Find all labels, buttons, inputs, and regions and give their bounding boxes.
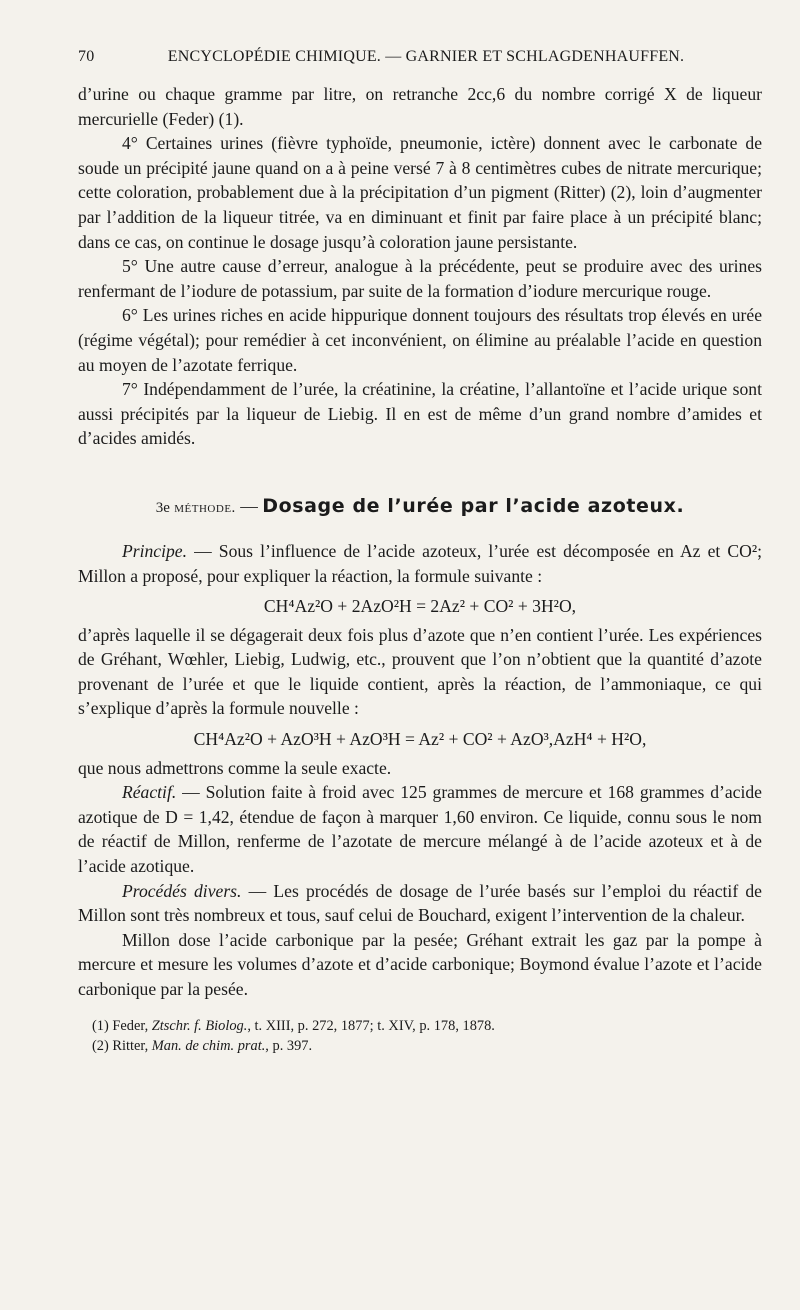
- reactif-label: Réactif.: [122, 782, 177, 803]
- paragraph-item-4: 4° Certaines urines (fièvre typhoïde, pneumonie, ictère) donnent avec le carbonate de soude un précipité jaune quand on a à peine versé 7 à 8 centimètres cubes de nitrate mercurique; cette coloration, probablement due à la précipitation d’un pigment (Ritter) (2), loin d’augmenter par l’addition de la liqueur titrée, va en diminuant et finit par faire place à un précipité blanc; dans ce cas, on continue le dosage jusqu’à coloration jaune persistante.: [78, 133, 762, 252]
- running-header: [78, 48, 762, 66]
- footnote-2: [78, 1036, 762, 1056]
- paragraph-procedes-methods: Millon dose l’acide carbonique par la pesée; Gréhant extrait les gaz par la pompe à mercure et mesure les volumes d’azote et d’acide carbonique; Boymond évalue l’azote et l’acide carbonique par la pesée.: [78, 929, 762, 999]
- paragraph-reactif: [78, 780, 762, 878]
- principe-label: Principe.: [122, 540, 187, 561]
- running-title: ENCYCLOPÉDIE CHIMIQUE. — GARNIER ET SCHLAGDENHAUFFEN.: [167, 48, 685, 65]
- paragraph-principe-continued: d’après laquelle il se dégagerait deux fois plus d’azote que n’en contient l’urée. Les expériences de Gréhant, Wœhler, Liebig, Ludwig, etc., prouvent que l’on n’obtient que la quantité d’azote provenant de l’urée et que le liquide contient, après la réaction, de l’ammoniaque, ce qui s’explique d’après la formule nouvelle :: [78, 624, 762, 719]
- footnotes: [78, 1016, 762, 1056]
- paragraph-principe-conclusion: que nous admettrons comme la seule exacte.: [78, 757, 392, 778]
- footnote-1: [78, 1016, 762, 1036]
- section-heading: [78, 495, 762, 517]
- paragraph-principe: [78, 539, 762, 588]
- equation-new: CH⁴Az²O + AzO³H + AzO³H = Az² + CO² + AzO³,AzH⁴ + H²O,: [193, 729, 647, 750]
- section-method-label: méthode.: [174, 499, 236, 516]
- paragraph-feder-correction: d’urine ou chaque gramme par litre, on retranche 2cc,6 du nombre corrigé X de liqueur mercurielle (Feder) (1).: [78, 84, 762, 129]
- footnote-2-ref: , p. 397.: [265, 1037, 313, 1054]
- procedes-label: Procédés divers.: [122, 880, 242, 901]
- principe-text: — Sous l’influence de l’acide azoteux, l’urée est décomposée en Az et CO²; Millon a proposé, pour expliquer la réaction, la formule suivante :: [78, 540, 762, 586]
- paragraph-procedes: [78, 879, 762, 928]
- footnote-2-journal: Man. de chim. prat.: [151, 1037, 266, 1054]
- footnote-1-ref: , t. XIII, p. 272, 1877; t. XIV, p. 178, 1878.: [247, 1017, 495, 1034]
- page-number: 70: [78, 48, 95, 65]
- footnote-1-author: (1) Feder,: [92, 1017, 152, 1034]
- paragraph-item-5: 5° Une autre cause d’erreur, analogue à la précédente, peut se produire avec des urines renfermant de l’iodure de potassium, par suite de la formation d’iodure mercurique rouge.: [78, 256, 762, 301]
- footnote-2-author: (2) Ritter,: [92, 1037, 152, 1054]
- section-number: 3e: [155, 499, 170, 516]
- procedes-text: — Les procédés de dosage de l’urée basés sur l’emploi du réactif de Millon sont très nombreux et tous, sauf celui de Bouchard, exigent l’intervention de la chaleur.: [78, 880, 762, 926]
- footnote-1-journal: Ztschr. f. Biolog.: [151, 1017, 248, 1034]
- page: [78, 48, 762, 1056]
- paragraph-item-7: 7° Indépendamment de l’urée, la créatinine, la créatine, l’allantoïne et l’acide urique sont aussi précipités par la liqueur de Liebig. Il en est de même d’un grand nombre d’amides et d’acides amidés.: [78, 379, 762, 449]
- reactif-text: — Solution faite à froid avec 125 grammes de mercure et 168 grammes d’acide azotique de D = 1,42, étendue de façon à marquer 1,60 environ. Ce liquide, connu sous le nom de réactif de Millon, renferme de l’azotate de mercure mélangé à de l’acide azoteux et à de l’acide azotique.: [78, 782, 762, 877]
- section-dash: —: [240, 495, 258, 516]
- section-title: Dosage de l’urée par l’acide azoteux.: [262, 494, 685, 517]
- paragraph-item-6: 6° Les urines riches en acide hippurique donnent toujours des résultats trop élevés en urée (régime végétal); pour remédier à cet inconvénient, on élimine au préalable l’acide en question au moyen de l’azotate ferrique.: [78, 305, 762, 375]
- equation-millon: CH⁴Az²O + 2AzO²H = 2Az² + CO² + 3H²O,: [263, 596, 577, 617]
